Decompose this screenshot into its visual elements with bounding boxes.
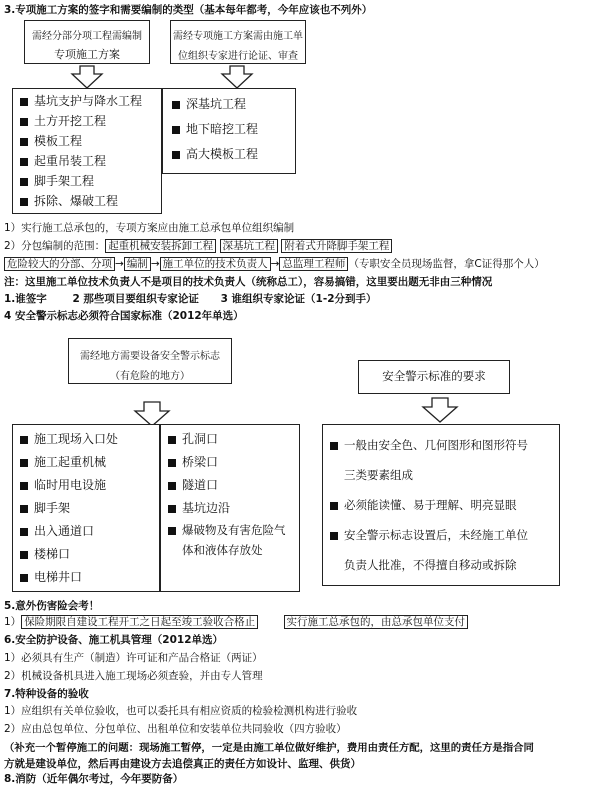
down-arrow-icon [222, 66, 252, 88]
square-bullet-icon [20, 551, 28, 559]
cases-line: 1.谁签字 2 那些项目要组织专家论证 3 谁组织专家论证（1-2分到手） [4, 293, 377, 305]
box-line: 需经专项施工方案需由施工单 [173, 31, 303, 42]
square-bullet-icon [20, 118, 28, 126]
list-item: 起重吊装工程 [20, 151, 142, 171]
list-item: 土方开挖工程 [20, 111, 142, 131]
box-warning-requirements: 安全警示标准的要求 [358, 360, 510, 394]
locations-list-b [168, 428, 286, 560]
note-line: 1）应组织有关单位验收，也可以委托具有相应资质的检验检测机构进行验收 [4, 705, 358, 717]
list-item: 孔洞口 [168, 428, 286, 451]
supplement-line: 方就是建设单位，然后再由建设方去追偿真正的责任方如设计、监理、供货） [4, 758, 361, 770]
plan-types-list [20, 91, 142, 211]
square-bullet-icon [20, 574, 28, 582]
list-item: 爆破物及有害危险气 [168, 520, 286, 540]
box-line: 位组织专家进行论证、审查 [178, 51, 298, 62]
box-line: 专项施工方案 [54, 48, 120, 61]
list-item: 脚手架 [20, 497, 118, 520]
square-bullet-icon [20, 138, 28, 146]
square-bullet-icon [168, 459, 176, 467]
square-bullet-icon [20, 505, 28, 513]
square-bullet-icon [172, 126, 180, 134]
note-bold: 注：这里施工单位技术负责人不是项目的技术负责人（统称总工），容易搞错，这里要出题无非由三种情况 [4, 276, 493, 288]
list-item: 电梯井口 [20, 566, 118, 589]
locations-list-a [20, 428, 118, 589]
list-item: 施工起重机械 [20, 451, 118, 474]
square-bullet-icon [20, 528, 28, 536]
arrow-right-icon: → [115, 258, 124, 270]
square-bullet-icon [20, 198, 28, 206]
list-item: 地下暗挖工程 [172, 117, 258, 142]
list-item: 必须能读懂、易于理解、明亮显眼 [330, 490, 528, 520]
square-bullet-icon [172, 101, 180, 109]
section7-heading: 7.特种设备的验收 [4, 688, 89, 700]
square-bullet-icon [168, 436, 176, 444]
box-line: 需经地方需要设备安全警示标志 [80, 351, 220, 362]
list-item: 施工现场入口处 [20, 428, 118, 451]
down-arrow-icon [135, 402, 169, 426]
list-item: 模板工程 [20, 131, 142, 151]
list-item: 出入通道口 [20, 520, 118, 543]
square-bullet-icon [330, 442, 338, 450]
list-item: 楼梯口 [20, 543, 118, 566]
square-bullet-icon [168, 505, 176, 513]
list-item: 隧道口 [168, 474, 286, 497]
down-arrow-icon [423, 398, 457, 422]
list-item: 桥梁口 [168, 451, 286, 474]
note-line: 1）实行施工总承包的，专项方案应由施工总承包单位组织编制 [4, 222, 295, 234]
square-bullet-icon [20, 178, 28, 186]
section3-heading: 3.专项施工方案的签字和需要编制的类型（基本每年都考，今年应该也不列外） [4, 4, 373, 16]
arrow-right-icon: → [150, 258, 160, 270]
square-bullet-icon [20, 158, 28, 166]
list-item: 基坑边沿 [168, 497, 286, 520]
note-line: 2）应由总包单位、分包单位、出租单位和安装单位共同验收（四方验收） [4, 723, 347, 735]
square-bullet-icon [20, 482, 28, 490]
list-item: 负责人批准，不得擅自移动或拆除 [344, 558, 517, 572]
list-item: 三类要素组成 [344, 468, 413, 482]
expert-types-list [172, 92, 258, 167]
list-item: 临时用电设施 [20, 474, 118, 497]
list-item: 高大模板工程 [172, 142, 258, 167]
section5-heading: 5.意外伤害险会考！ [4, 600, 100, 612]
box-line: （有危险的地方） [110, 371, 190, 382]
list-item: 深基坑工程 [172, 92, 258, 117]
approval-flow: 危险较大的分部、分项 → 编制 → 施工单位的技术负责人 → 总监理工程师 （专职安全员现场监督，拿C证得那个人） [4, 256, 545, 271]
insurance-line: 1） 保险期限自建设工程开工之日起至竣工验收合格止 实行施工总承包的，由总承包单位支付 [4, 614, 468, 629]
box-expert-review [170, 20, 306, 64]
square-bullet-icon [172, 151, 180, 159]
square-bullet-icon [168, 527, 176, 535]
box-warning-locations [68, 338, 232, 384]
list-item: 体和液体存放处 [182, 543, 263, 557]
requirements-list [330, 430, 528, 580]
box-line: 需经分部分项工程需编制 [32, 31, 142, 42]
supplement-line: （补充一个暂停施工的问题：现场施工暂停，一定是由施工单位做好维护，费用由责任方配，这里的责任方是指合同 [4, 742, 534, 754]
arrow-right-icon: → [270, 258, 280, 270]
square-bullet-icon [20, 436, 28, 444]
square-bullet-icon [168, 482, 176, 490]
list-item: 基坑支护与降水工程 [20, 91, 142, 111]
square-bullet-icon [20, 98, 28, 106]
down-arrow-icon [72, 66, 102, 88]
list-item: 一般由安全色、几何图形和图形符号 [330, 430, 528, 460]
square-bullet-icon [20, 459, 28, 467]
box-special-plan-compile [24, 20, 150, 64]
square-bullet-icon [330, 532, 338, 540]
section6-heading: 6.安全防护设备、施工机具管理（2012单选） [4, 634, 224, 646]
section8-heading: 8.消防（近年偶尔考过，今年要防备） [4, 773, 184, 785]
square-bullet-icon [330, 502, 338, 510]
list-item: 安全警示标志设置后，未经施工单位 [330, 520, 528, 550]
section4-heading: 4 安全警示标志必须符合国家标准（2012年单选） [4, 310, 244, 322]
note-line: 1）必须具有生产（制造）许可证和产品合格证（两证） [4, 652, 263, 664]
list-item: 拆除、爆破工程 [20, 191, 142, 211]
list-item: 脚手架工程 [20, 171, 142, 191]
note-line: 2）机械设备机具进入施工现场必须查验，并由专人管理 [4, 670, 263, 682]
note-line: 2）分包编制的范围： 起重机械安装拆卸工程 深基坑工程 附着式升降脚手架工程 [4, 238, 392, 253]
